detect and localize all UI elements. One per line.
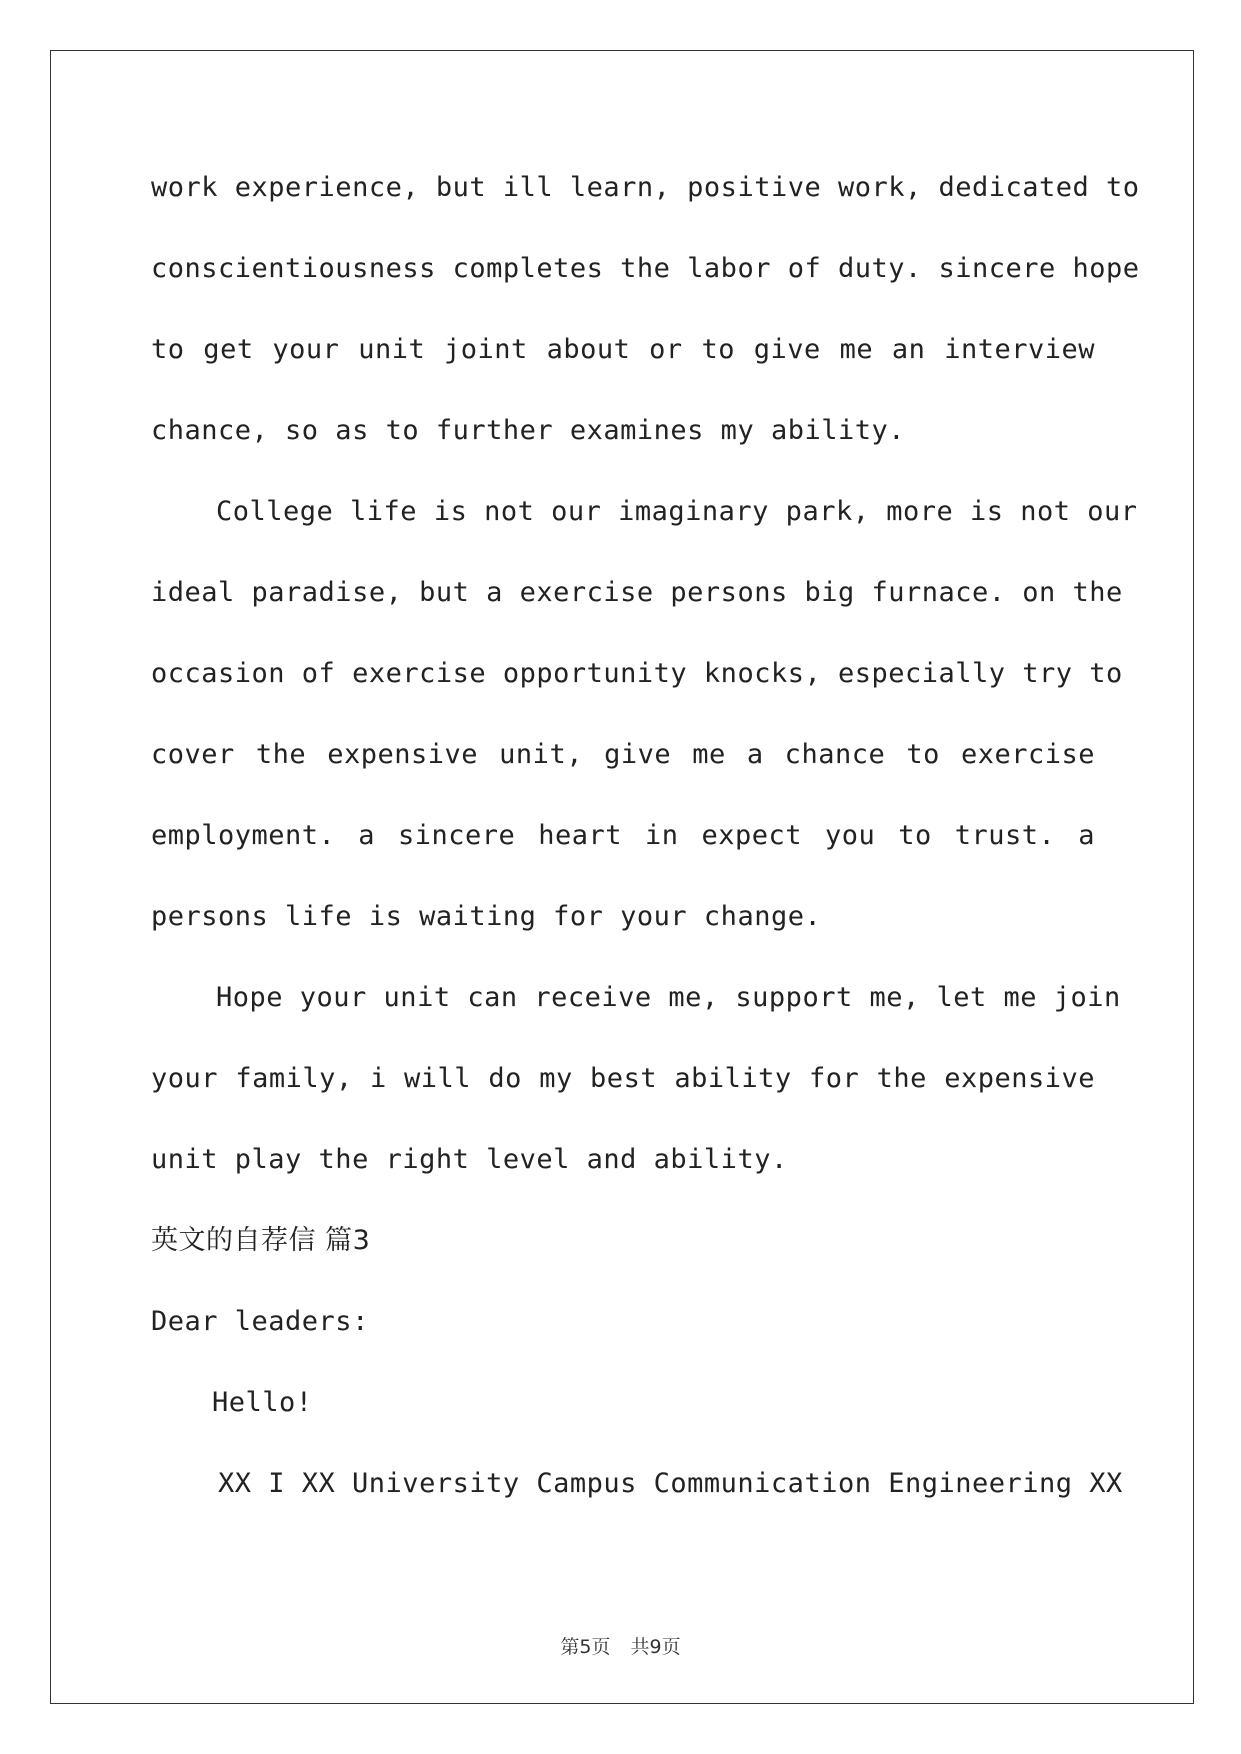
paragraph-first-line: College life is not our imaginary park, more is not our xyxy=(216,496,1138,527)
greeting: Hello! xyxy=(212,1387,313,1418)
body-line: persons life is waiting for your change. xyxy=(151,901,822,932)
page-number-current: 第5页 xyxy=(560,1636,611,1658)
paragraph-first-line: Hope your unit can receive me, support me, let me join xyxy=(216,982,1121,1013)
body-line: work experience, but ill learn, positive work, dedicated to xyxy=(151,172,1140,203)
paragraph-first-line: XX I XX University Campus Communication Engineering XX xyxy=(218,1468,1123,1499)
body-line: ideal paradise, but a exercise persons big furnace. on the xyxy=(151,577,1123,608)
body-line: to get your unit joint about or to give me an interview xyxy=(151,334,1095,365)
page-number-total: 共9页 xyxy=(630,1636,681,1658)
body-line: occasion of exercise opportunity knocks, especially try to xyxy=(151,658,1123,689)
page-border xyxy=(50,50,1194,1704)
body-line: chance, so as to further examines my ability. xyxy=(151,415,905,446)
section-heading: 英文的自荐信 篇3 xyxy=(151,1225,371,1256)
body-line: employment. a sincere heart in expect you to trust. a xyxy=(151,820,1095,851)
body-line: your family, i will do my best ability for the expensive xyxy=(151,1063,1095,1094)
salutation: Dear leaders: xyxy=(151,1306,369,1337)
body-line: conscientiousness completes the labor of duty. sincere hope xyxy=(151,253,1140,284)
page-footer xyxy=(0,1632,1241,1659)
body-line: unit play the right level and ability. xyxy=(151,1144,788,1175)
body-line: cover the expensive unit, give me a chance to exercise xyxy=(151,739,1095,770)
